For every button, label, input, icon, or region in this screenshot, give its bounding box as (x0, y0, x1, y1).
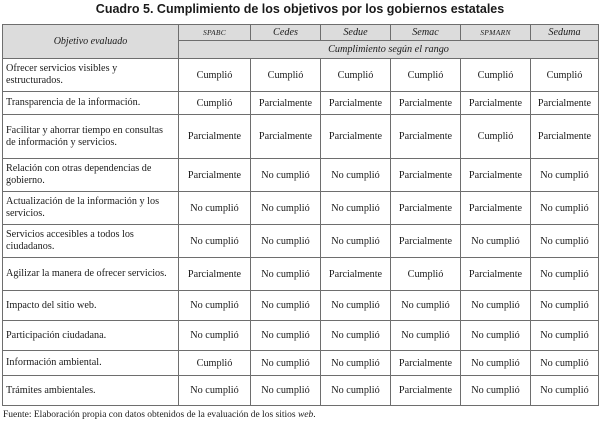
status-cell: No cumplió (251, 225, 321, 258)
status-cell: No cumplió (321, 159, 391, 192)
status-cell: No cumplió (531, 321, 599, 351)
status-cell: No cumplió (251, 376, 321, 406)
objective-cell: Participación ciudadana. (3, 321, 179, 351)
status-cell: Parcialmente (251, 115, 321, 159)
status-cell: Cumplió (391, 258, 461, 291)
status-cell: No cumplió (461, 321, 531, 351)
status-cell: No cumplió (251, 258, 321, 291)
status-cell: Cumplió (531, 59, 599, 92)
objective-cell: Transparencia de la información. (3, 92, 179, 115)
status-cell: No cumplió (251, 351, 321, 376)
status-cell: Parcialmente (461, 92, 531, 115)
status-cell: No cumplió (461, 351, 531, 376)
objective-cell: Agilizar la manera de ofrecer servicios. (3, 258, 179, 291)
status-cell: Parcialmente (391, 376, 461, 406)
status-cell: No cumplió (531, 351, 599, 376)
status-cell: Parcialmente (461, 192, 531, 225)
objective-cell: Facilitar y ahorrar tiempo en consultas de información y servicios. (3, 115, 179, 159)
range-header: Cumplimiento según el rango (179, 41, 599, 59)
column-header-seduma: Seduma (531, 25, 599, 41)
status-cell: Parcialmente (179, 258, 251, 291)
objective-cell: Servicios accesibles a todos los ciudadanos. (3, 225, 179, 258)
status-cell: Parcialmente (391, 225, 461, 258)
table-row (3, 115, 599, 159)
status-cell: No cumplió (251, 192, 321, 225)
status-cell: Cumplió (251, 59, 321, 92)
status-cell: Parcialmente (251, 92, 321, 115)
status-cell: No cumplió (321, 192, 391, 225)
status-cell: No cumplió (179, 192, 251, 225)
status-cell: Cumplió (461, 59, 531, 92)
status-cell: Parcialmente (391, 351, 461, 376)
status-cell: Cumplió (391, 59, 461, 92)
column-header-sedue: Sedue (321, 25, 391, 41)
status-cell: No cumplió (531, 192, 599, 225)
table-row (3, 192, 599, 225)
status-cell: No cumplió (321, 321, 391, 351)
source-emphasis: web (297, 410, 314, 420)
status-cell: Parcialmente (531, 92, 599, 115)
compliance-table (2, 24, 599, 406)
status-cell: No cumplió (391, 321, 461, 351)
status-cell: No cumplió (321, 291, 391, 321)
status-cell: Cumplió (179, 351, 251, 376)
status-cell: Parcialmente (531, 115, 599, 159)
source-text: Fuente: Elaboración propia con datos obtenidos de la evaluación de los sitios (3, 410, 298, 420)
status-cell: No cumplió (179, 225, 251, 258)
objective-cell: Actualización de la información y los servicios. (3, 192, 179, 225)
status-cell: No cumplió (321, 225, 391, 258)
table-row (3, 376, 599, 406)
table-row (3, 321, 599, 351)
status-cell: No cumplió (251, 159, 321, 192)
status-cell: Parcialmente (391, 115, 461, 159)
status-cell: Parcialmente (391, 92, 461, 115)
status-cell: No cumplió (391, 291, 461, 321)
status-cell: No cumplió (531, 291, 599, 321)
objective-cell: Información ambiental. (3, 351, 179, 376)
table-row (3, 92, 599, 115)
status-cell: Parcialmente (321, 258, 391, 291)
table-row (3, 225, 599, 258)
objective-column-header: Objetivo evaluado (3, 25, 179, 59)
objective-cell: Relación con otras dependencias de gobierno. (3, 159, 179, 192)
table-body (3, 59, 599, 406)
source-note (3, 410, 597, 424)
status-cell: Parcialmente (321, 115, 391, 159)
table-row (3, 59, 599, 92)
status-cell: No cumplió (531, 376, 599, 406)
status-cell: No cumplió (461, 225, 531, 258)
source-end: . (313, 410, 316, 420)
status-cell: Cumplió (179, 59, 251, 92)
status-cell: No cumplió (179, 291, 251, 321)
status-cell: No cumplió (461, 291, 531, 321)
status-cell: No cumplió (179, 321, 251, 351)
status-cell: Parcialmente (179, 115, 251, 159)
status-cell: Parcialmente (461, 159, 531, 192)
status-cell: Cumplió (321, 59, 391, 92)
status-cell: No cumplió (251, 291, 321, 321)
table-row (3, 258, 599, 291)
column-header-spabc: SPABC (179, 25, 251, 41)
column-header-cedes: Cedes (251, 25, 321, 41)
status-cell: No cumplió (321, 351, 391, 376)
table-row (3, 159, 599, 192)
status-cell: Cumplió (179, 92, 251, 115)
objective-cell: Trámites ambientales. (3, 376, 179, 406)
status-cell: Parcialmente (391, 192, 461, 225)
status-cell: No cumplió (251, 321, 321, 351)
table-row (3, 291, 599, 321)
status-cell: Parcialmente (321, 92, 391, 115)
status-cell: No cumplió (531, 159, 599, 192)
status-cell: No cumplió (179, 376, 251, 406)
column-header-semac: Semac (391, 25, 461, 41)
table-row (3, 351, 599, 376)
column-header-spmarn: SPMARN (461, 25, 531, 41)
status-cell: No cumplió (321, 376, 391, 406)
status-cell: No cumplió (531, 225, 599, 258)
status-cell: Parcialmente (179, 159, 251, 192)
status-cell: Parcialmente (461, 258, 531, 291)
objective-cell: Impacto del sitio web. (3, 291, 179, 321)
status-cell: Parcialmente (391, 159, 461, 192)
status-cell: No cumplió (531, 258, 599, 291)
status-cell: No cumplió (461, 376, 531, 406)
table-title: Cuadro 5. Cumplimiento de los objetivos por los gobiernos estatales (95, 2, 505, 16)
status-cell: Cumplió (461, 115, 531, 159)
objective-cell: Ofrecer servicios visibles y estructurados. (3, 59, 179, 92)
